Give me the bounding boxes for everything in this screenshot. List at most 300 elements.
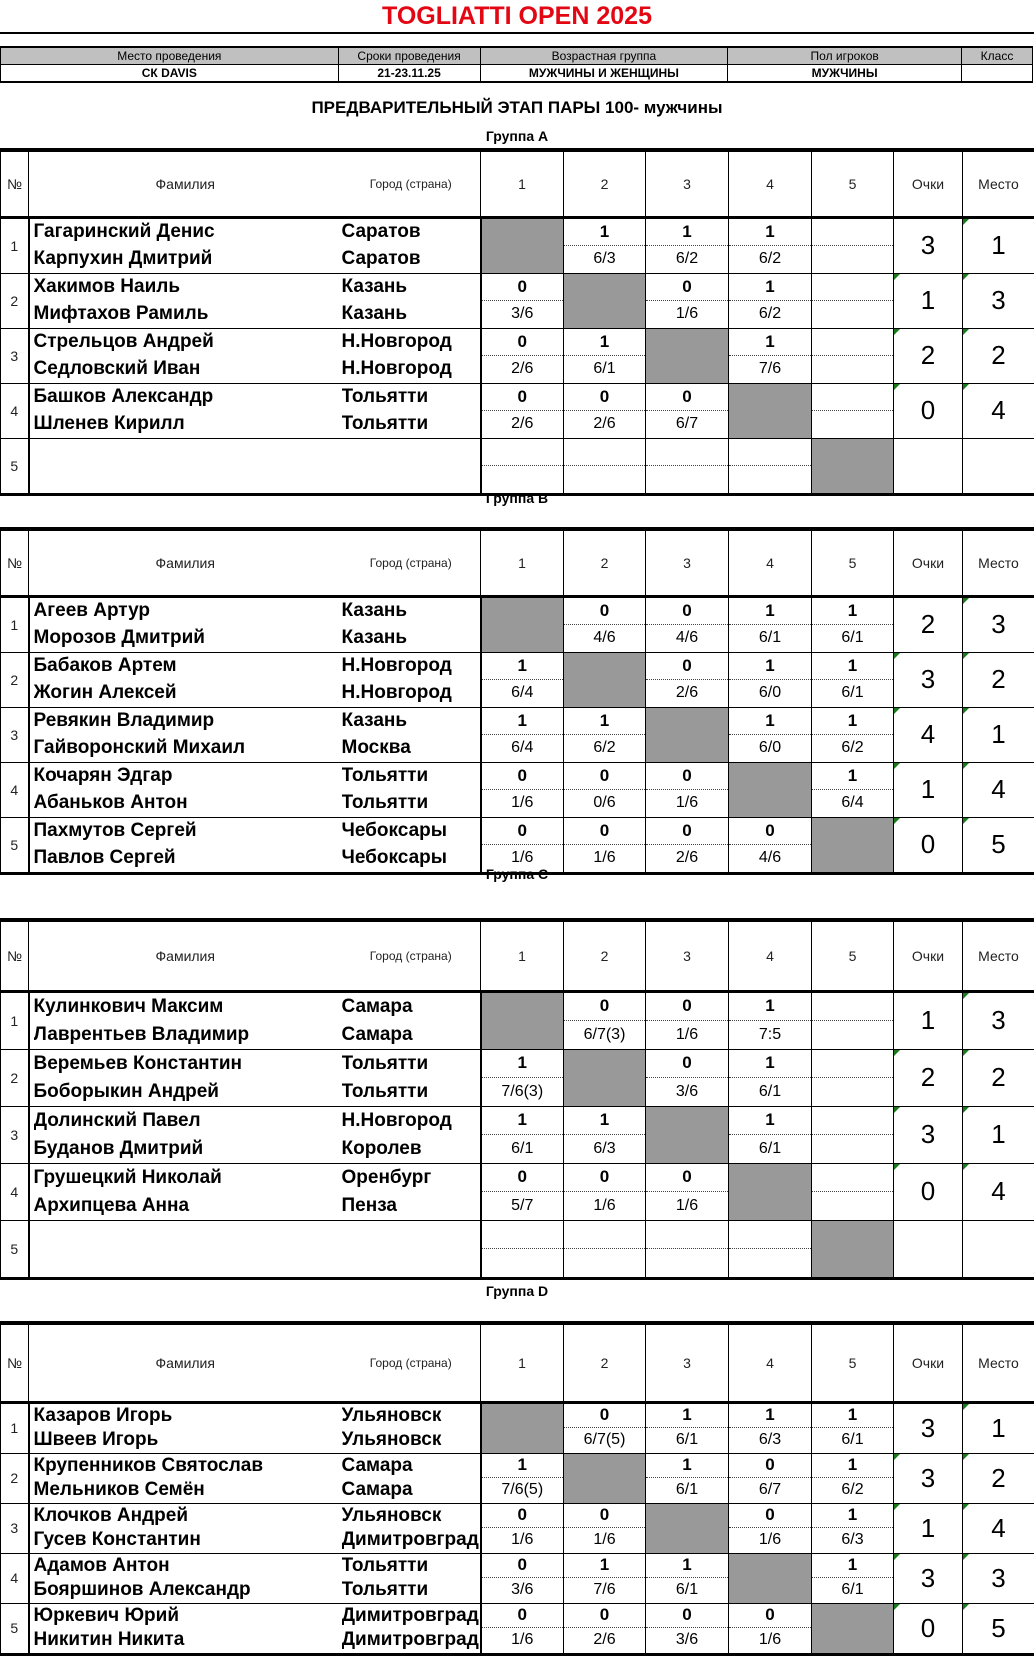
match-score: 6/1 [812, 1578, 893, 1603]
player-name: Никитин Никита [34, 1628, 342, 1653]
player-name: Мельников Семён [34, 1478, 342, 1503]
match-win-flag: 0 [564, 1404, 645, 1429]
points-cell: 1 [894, 762, 963, 817]
match-result-cell [729, 1049, 812, 1106]
match-win-flag: 0 [729, 818, 811, 845]
match-result-cell [729, 217, 812, 273]
match-score: 2/6 [482, 411, 564, 438]
pair-cities [342, 1503, 481, 1553]
player-name: Жогин Алексей [34, 680, 342, 707]
match-win-flag: 0 [564, 1164, 645, 1192]
points-cell: 3 [894, 652, 963, 707]
match-win-flag: 0 [482, 274, 564, 301]
self-match-cell [646, 328, 729, 383]
match-win-flag: 0 [646, 384, 728, 411]
match-win-flag: 1 [564, 219, 645, 246]
player-name: Кулинкович Максим [34, 993, 342, 1021]
match-score: 6/2 [564, 735, 645, 762]
header-row [1, 1323, 1034, 1402]
match-result-cell [729, 596, 812, 652]
pair-cities [342, 596, 481, 652]
opponent-header: 4 [729, 1323, 812, 1402]
place-cell: 4 [963, 1163, 1034, 1220]
row-number: 5 [1, 817, 29, 873]
match-score [812, 1021, 893, 1049]
venue-header: Место проведения [1, 47, 339, 65]
match-win-flag: 0 [564, 818, 645, 845]
match-score [812, 356, 893, 383]
self-match-cell [481, 596, 564, 652]
player-name: Адамов Антон [34, 1554, 342, 1579]
player-name: Пахмутов Сергей [34, 818, 342, 845]
match-score: 4/6 [729, 845, 811, 872]
points-cell: 3 [894, 1106, 963, 1163]
player-name: Стрельцов Андрей [34, 329, 342, 356]
match-result-cell [729, 1503, 812, 1553]
match-win-flag [812, 993, 893, 1021]
match-score: 6/7(5) [564, 1428, 645, 1453]
player-city: Самара [342, 993, 480, 1021]
match-score: 6/0 [729, 735, 811, 762]
match-win-flag [812, 1164, 893, 1192]
match-score: 6/2 [646, 246, 728, 273]
match-win-flag: 1 [646, 1404, 728, 1429]
match-score: 2/6 [564, 1628, 645, 1653]
match-score: 1/6 [564, 1528, 645, 1553]
player-city: Тольятти [342, 763, 480, 790]
document-title: TOGLIATTI OPEN 2025 [0, 0, 1034, 34]
match-score: 6/1 [812, 1428, 893, 1453]
opponent-header: 1 [481, 150, 564, 217]
match-score: 1/6 [482, 790, 564, 817]
pair-cities [342, 273, 481, 328]
player-city: Ульяновск [342, 1428, 480, 1453]
match-score: 6/3 [564, 246, 645, 273]
player-city: Тольятти [342, 1050, 480, 1078]
match-result-cell [729, 652, 812, 707]
header-row [1, 529, 1034, 596]
match-result-cell [812, 1049, 894, 1106]
player-city: Ульяновск [342, 1404, 480, 1429]
table-row [1, 1402, 1034, 1453]
place-cell: 2 [963, 328, 1034, 383]
player-city: Н.Новгород [342, 356, 480, 383]
match-score: 6/1 [646, 1578, 728, 1603]
row-number: 2 [1, 273, 29, 328]
match-result-cell [729, 1453, 812, 1503]
match-win-flag: 1 [564, 1554, 645, 1579]
row-number: 4 [1, 762, 29, 817]
match-score: 4/6 [646, 625, 728, 652]
match-win-flag: 1 [729, 329, 811, 356]
match-result-cell [564, 596, 646, 652]
player-city: Чебоксары [342, 845, 480, 872]
city-header: Город (страна) [342, 150, 481, 217]
place-cell: 4 [963, 383, 1034, 438]
row-number: 5 [1, 438, 29, 494]
points-cell: 2 [894, 1049, 963, 1106]
class-value [962, 65, 1033, 83]
self-match-cell [564, 1049, 646, 1106]
match-score: 6/1 [482, 1135, 564, 1163]
match-score: 4/6 [564, 625, 645, 652]
place-cell: 1 [963, 707, 1034, 762]
opponent-header: 2 [564, 920, 646, 991]
place-cell [963, 438, 1034, 494]
table-row [1, 328, 1034, 383]
class-header: Класс [962, 47, 1033, 65]
place-header: Место [963, 920, 1034, 991]
match-score: 7/6(5) [482, 1478, 564, 1503]
pair-names [29, 1603, 342, 1654]
group-table [0, 148, 1034, 496]
row-number: 1 [1, 1402, 29, 1453]
match-win-flag: 0 [646, 274, 728, 301]
table-row [1, 1220, 1034, 1278]
player-city: Оренбург [342, 1164, 480, 1192]
self-match-cell [564, 652, 646, 707]
match-result-cell [481, 273, 564, 328]
match-score: 6/2 [729, 301, 811, 328]
dates-value: 21-23.11.25 [338, 65, 480, 83]
table-row [1, 596, 1034, 652]
match-score: 6/0 [729, 680, 811, 707]
player-name: Гусев Константин [34, 1528, 342, 1553]
match-win-flag: 0 [564, 1604, 645, 1629]
place-header: Место [963, 150, 1034, 217]
match-score: 3/6 [646, 1078, 728, 1106]
player-name: Лаврентьев Владимир [34, 1021, 342, 1049]
player-name: Грушецкий Николай [34, 1164, 342, 1192]
match-win-flag: 1 [729, 708, 811, 735]
player-city: Димитровград [342, 1528, 480, 1553]
match-win-flag: 1 [812, 1454, 893, 1479]
opponent-header: 1 [481, 920, 564, 991]
stage-title: ПРЕДВАРИТЕЛЬНЫЙ ЭТАП ПАРЫ 100- мужчины [0, 98, 1034, 118]
opponent-header: 4 [729, 150, 812, 217]
pair-cities [342, 1603, 481, 1654]
points-header: Очки [894, 529, 963, 596]
pair-cities [342, 762, 481, 817]
match-win-flag [812, 384, 893, 411]
player-city: Тольятти [342, 1554, 480, 1579]
match-result-cell [812, 707, 894, 762]
match-score: 6/3 [729, 1428, 811, 1453]
place-header: Место [963, 1323, 1034, 1402]
name-header: Фамилия [29, 150, 342, 217]
pair-names [29, 991, 342, 1049]
opponent-header: 4 [729, 529, 812, 596]
match-result-cell [564, 762, 646, 817]
match-result-cell [812, 328, 894, 383]
player-name: Юркевич Юрий [34, 1604, 342, 1629]
table-row [1, 652, 1034, 707]
pair-names [29, 817, 342, 873]
player-name: Швеев Игорь [34, 1428, 342, 1453]
pair-names [29, 652, 342, 707]
player-city: Самара [342, 1478, 480, 1503]
match-win-flag: 0 [646, 653, 728, 680]
match-win-flag: 0 [646, 598, 728, 625]
pair-cities [342, 438, 481, 494]
match-win-flag: 0 [646, 1604, 728, 1629]
pair-names [29, 596, 342, 652]
player-name: Абаньков Антон [34, 790, 342, 817]
match-score: 1/6 [646, 1021, 728, 1049]
player-city: Казань [342, 274, 480, 301]
place-cell: 2 [963, 652, 1034, 707]
points-cell: 1 [894, 1503, 963, 1553]
match-score [482, 1249, 564, 1277]
match-result-cell [729, 1106, 812, 1163]
match-result-cell [812, 1163, 894, 1220]
pair-cities [342, 1553, 481, 1603]
self-match-cell [646, 707, 729, 762]
pair-names [29, 762, 342, 817]
table-row [1, 1553, 1034, 1603]
self-match-cell [564, 273, 646, 328]
player-city: Пенза [342, 1192, 480, 1220]
points-cell: 3 [894, 1553, 963, 1603]
opponent-header: 5 [812, 529, 894, 596]
match-result-cell [646, 273, 729, 328]
match-result-cell [646, 383, 729, 438]
match-score [812, 246, 893, 273]
match-score: 6/7 [729, 1478, 811, 1503]
match-win-flag [729, 1221, 811, 1249]
match-score: 3/6 [482, 301, 564, 328]
player-name: Бояршинов Александр [34, 1578, 342, 1603]
row-number: 1 [1, 991, 29, 1049]
pair-cities [342, 652, 481, 707]
match-result-cell [564, 817, 646, 873]
player-name: Шленев Кирилл [34, 411, 342, 438]
player-city: Самара [342, 1454, 480, 1479]
match-result-cell [646, 217, 729, 273]
place-cell: 3 [963, 273, 1034, 328]
match-result-cell [481, 1106, 564, 1163]
table-row [1, 991, 1034, 1049]
match-win-flag: 0 [482, 1504, 564, 1529]
player-city: Казань [342, 625, 480, 652]
points-cell: 2 [894, 596, 963, 652]
match-result-cell [729, 707, 812, 762]
match-result-cell [481, 1163, 564, 1220]
match-win-flag: 0 [646, 993, 728, 1021]
match-result-cell [812, 1553, 894, 1603]
match-score [812, 1192, 893, 1220]
match-result-cell [646, 1163, 729, 1220]
match-result-cell [481, 707, 564, 762]
match-score: 6/2 [812, 735, 893, 762]
match-result-cell [481, 1220, 564, 1278]
match-win-flag [812, 219, 893, 246]
match-win-flag [812, 1050, 893, 1078]
match-result-cell [564, 1503, 646, 1553]
row-number: 3 [1, 328, 29, 383]
pair-cities [342, 1163, 481, 1220]
num-header: № [1, 920, 29, 991]
table-row [1, 1453, 1034, 1503]
match-result-cell [729, 328, 812, 383]
self-match-cell [729, 762, 812, 817]
match-score: 6/1 [812, 680, 893, 707]
match-result-cell [646, 817, 729, 873]
match-score: 2/6 [646, 845, 728, 872]
table-row [1, 1106, 1034, 1163]
player-name: Казаров Игорь [34, 1404, 342, 1429]
opponent-header: 3 [646, 150, 729, 217]
match-result-cell [646, 762, 729, 817]
match-result-cell [812, 596, 894, 652]
match-win-flag: 1 [729, 219, 811, 246]
pair-cities [342, 991, 481, 1049]
match-result-cell [646, 1220, 729, 1278]
match-win-flag: 0 [564, 1504, 645, 1529]
match-result-cell [564, 1163, 646, 1220]
match-result-cell [646, 1453, 729, 1503]
pair-cities [342, 1402, 481, 1453]
points-cell: 0 [894, 383, 963, 438]
match-score [729, 1249, 811, 1277]
match-result-cell [564, 991, 646, 1049]
player-name: Башков Александр [34, 384, 342, 411]
pair-cities [342, 817, 481, 873]
match-score: 6/3 [812, 1528, 893, 1553]
place-cell: 1 [963, 1402, 1034, 1453]
match-result-cell [729, 273, 812, 328]
player-name: Кочарян Эдгар [34, 763, 342, 790]
pair-names [29, 1220, 342, 1278]
place-cell: 3 [963, 1553, 1034, 1603]
row-number: 5 [1, 1603, 29, 1654]
player-name: Долинский Павел [34, 1107, 342, 1135]
opponent-header: 5 [812, 1323, 894, 1402]
match-win-flag: 1 [812, 1404, 893, 1429]
venue-value: СК DAVIS [1, 65, 339, 83]
match-score: 7/6(3) [482, 1078, 564, 1106]
opponent-header: 4 [729, 920, 812, 991]
name-header: Фамилия [29, 920, 342, 991]
match-win-flag: 0 [646, 1050, 728, 1078]
match-score: 1/6 [729, 1528, 811, 1553]
self-match-cell [812, 1603, 894, 1654]
match-result-cell [729, 1603, 812, 1654]
match-result-cell [481, 438, 564, 494]
opponent-header: 5 [812, 920, 894, 991]
match-score: 6/1 [646, 1428, 728, 1453]
opponent-header: 3 [646, 920, 729, 991]
match-score: 7/6 [564, 1578, 645, 1603]
player-city: Тольятти [342, 1078, 480, 1106]
player-name: Морозов Дмитрий [34, 625, 342, 652]
match-score: 1/6 [646, 301, 728, 328]
match-win-flag: 1 [729, 1050, 811, 1078]
match-result-cell [481, 1503, 564, 1553]
pair-cities [342, 217, 481, 273]
match-score: 6/1 [812, 625, 893, 652]
player-city [342, 439, 480, 466]
opponent-header: 3 [646, 529, 729, 596]
self-match-cell [812, 438, 894, 494]
table-row [1, 217, 1034, 273]
match-result-cell [729, 991, 812, 1049]
match-result-cell [646, 1553, 729, 1603]
player-name: Архипцева Анна [34, 1192, 342, 1220]
points-cell: 3 [894, 1402, 963, 1453]
match-result-cell [481, 652, 564, 707]
match-score: 6/7(3) [564, 1021, 645, 1049]
table-row [1, 273, 1034, 328]
player-city: Тольятти [342, 790, 480, 817]
age-group-value: МУЖЧИНЫ И ЖЕНЩИНЫ [480, 65, 728, 83]
match-result-cell [729, 1220, 812, 1278]
match-win-flag: 0 [729, 1504, 811, 1529]
pair-names [29, 1402, 342, 1453]
match-score [564, 1249, 645, 1277]
points-cell: 3 [894, 1453, 963, 1503]
opponent-header: 2 [564, 1323, 646, 1402]
row-number: 4 [1, 383, 29, 438]
match-win-flag [482, 1221, 564, 1249]
match-score: 6/4 [482, 735, 564, 762]
points-cell: 3 [894, 217, 963, 273]
match-win-flag [646, 1221, 728, 1249]
match-win-flag [564, 439, 645, 466]
row-number: 4 [1, 1553, 29, 1603]
row-number: 3 [1, 1106, 29, 1163]
match-win-flag: 0 [729, 1454, 811, 1479]
pair-names [29, 1503, 342, 1553]
table-row [1, 707, 1034, 762]
player-city: Саратов [342, 219, 480, 246]
place-cell: 4 [963, 762, 1034, 817]
match-score: 1/6 [729, 1628, 811, 1653]
match-win-flag: 1 [812, 1504, 893, 1529]
match-win-flag: 1 [482, 653, 564, 680]
match-win-flag: 1 [729, 653, 811, 680]
table-row [1, 817, 1034, 873]
pair-names [29, 273, 342, 328]
match-score: 5/7 [482, 1192, 564, 1220]
match-score: 6/1 [729, 1078, 811, 1106]
player-city: Самара [342, 1021, 480, 1049]
match-score: 6/4 [482, 680, 564, 707]
match-result-cell [564, 1553, 646, 1603]
match-score: 1/6 [482, 1628, 564, 1653]
match-score [812, 1078, 893, 1106]
match-result-cell [564, 1603, 646, 1654]
match-score [564, 466, 645, 493]
match-win-flag: 1 [564, 329, 645, 356]
player-city: Н.Новгород [342, 1107, 480, 1135]
points-cell: 4 [894, 707, 963, 762]
place-cell: 2 [963, 1453, 1034, 1503]
age-group-header: Возрастная группа [480, 47, 728, 65]
group-label: Группа А [0, 128, 1034, 144]
group-table [0, 918, 1034, 1280]
place-cell: 3 [963, 596, 1034, 652]
player-name: Гайворонский Михаил [34, 735, 342, 762]
pair-names [29, 383, 342, 438]
opponent-header: 3 [646, 1323, 729, 1402]
match-win-flag: 0 [482, 329, 564, 356]
match-result-cell [564, 438, 646, 494]
match-win-flag: 1 [564, 1107, 645, 1135]
match-win-flag: 1 [729, 1404, 811, 1429]
player-city: Казань [342, 598, 480, 625]
pair-cities [342, 1106, 481, 1163]
